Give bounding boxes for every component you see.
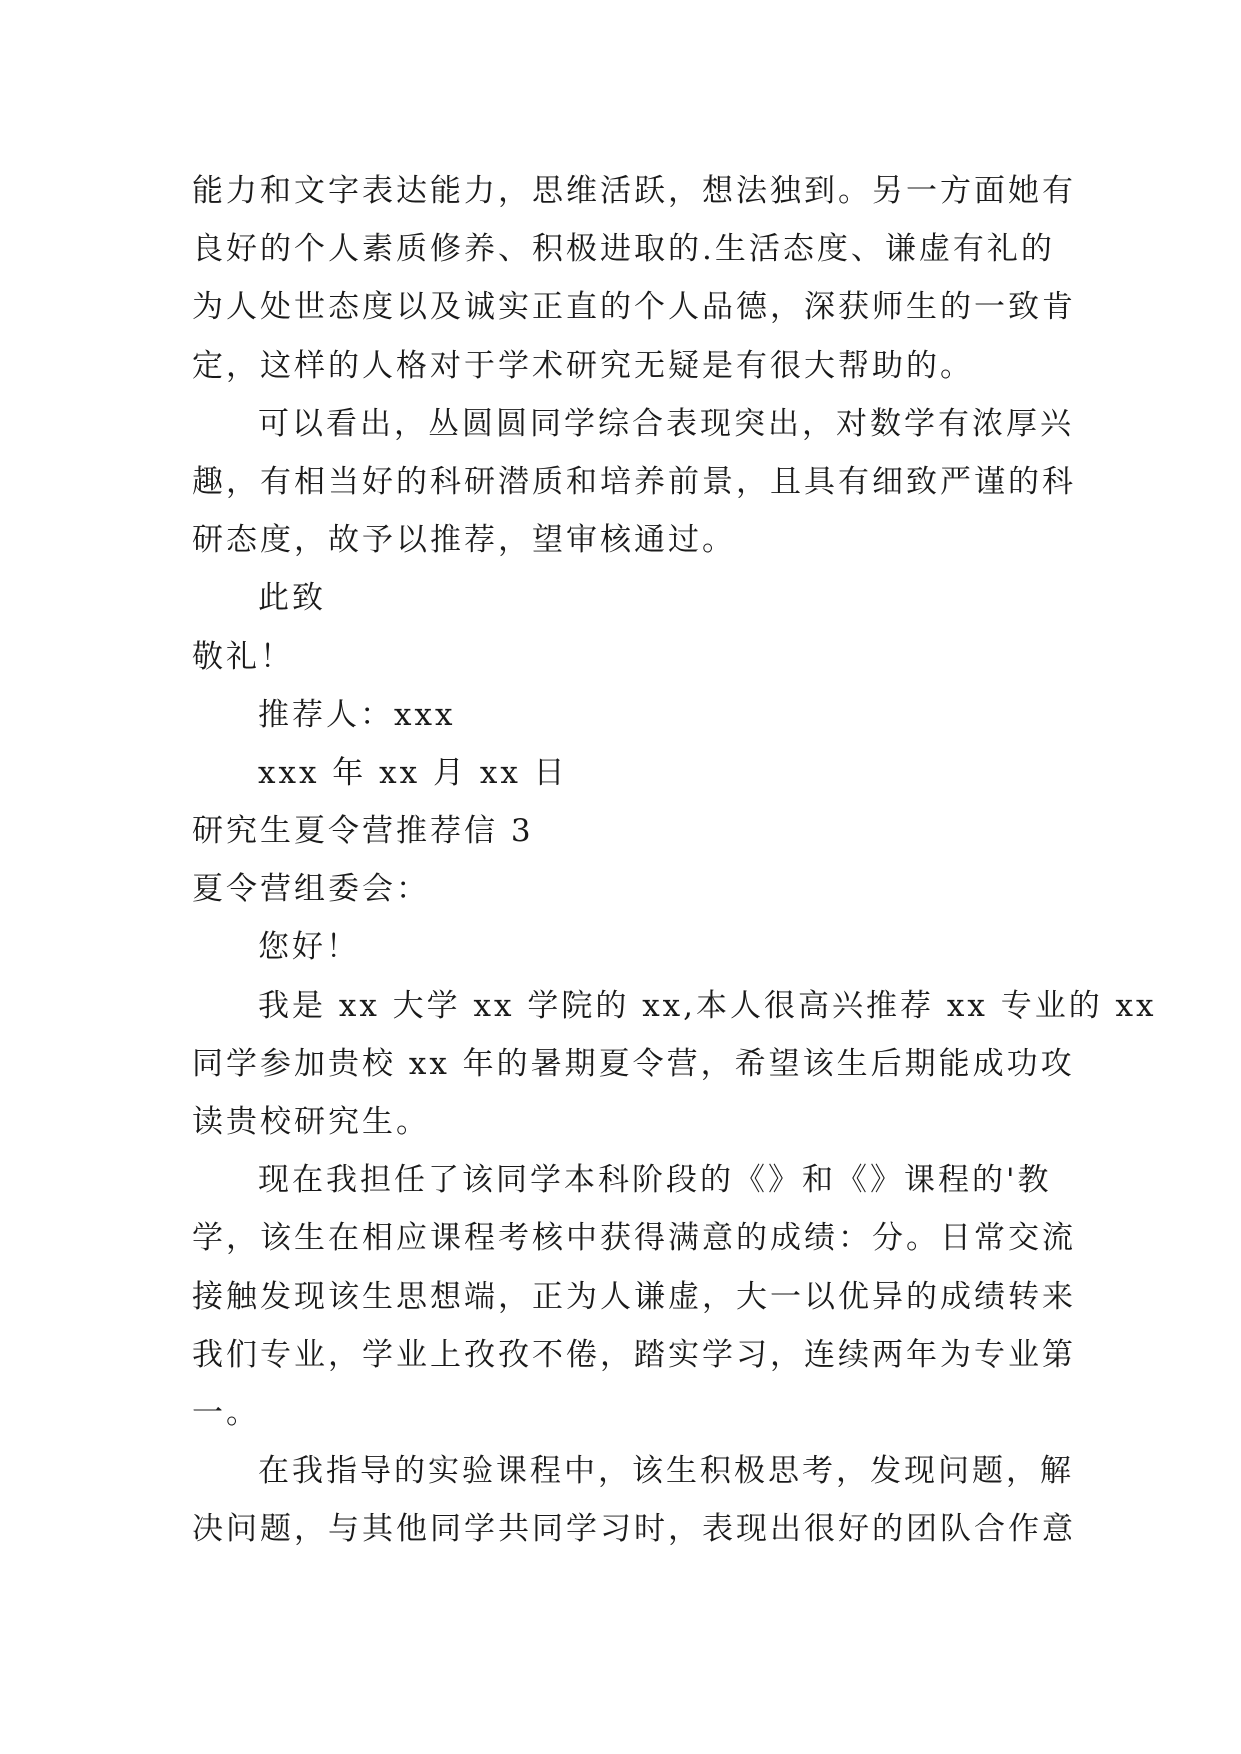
date-line: xxx 年 xx 月 xx 日 <box>258 754 568 791</box>
letter-addressee: 夏令营组委会： <box>192 871 430 908</box>
recommender-line: 推荐人：xxx <box>258 696 456 733</box>
text-line: 可以看出，丛圆圆同学综合表现突出，对数学有浓厚兴 <box>258 405 1074 442</box>
text-line: 为人处世态度以及诚实正直的个人品德，深获师生的一致肯 <box>192 289 1076 326</box>
text-line: 现在我担任了该同学本科阶段的《》和《》课程的'教 <box>258 1162 1052 1199</box>
letter-title: 研究生夏令营推荐信 3 <box>192 813 534 850</box>
closing-regards: 敬礼！ <box>192 638 294 675</box>
text-line: 学，该生在相应课程考核中获得满意的成绩：分。日常交流 <box>192 1220 1076 1257</box>
text-line: 一。 <box>192 1394 260 1431</box>
letter-body <box>192 162 1157 1559</box>
text-line: 在我指导的实验课程中，该生积极思考，发现问题，解 <box>258 1453 1074 1490</box>
text-line: 定，这样的人格对于学术研究无疑是有很大帮助的。 <box>192 347 974 384</box>
text-line: 研态度，故予以推荐，望审核通过。 <box>192 522 736 559</box>
text-line: 我是 xx 大学 xx 学院的 xx,本人很高兴推荐 xx 专业的 xx <box>258 987 1157 1024</box>
greeting: 您好！ <box>258 929 360 966</box>
paragraph-courses <box>192 1151 1076 1442</box>
text-line: 能力和文字表达能力，思维活跃，想法独到。另一方面她有 <box>192 173 1076 209</box>
text-line: 我们专业，学业上孜孜不倦，踏实学习，连续两年为专业第 <box>192 1336 1076 1373</box>
text-line: 接触发现该生思想端，正为人谦虚，大一以优异的成绩转来 <box>192 1278 1076 1315</box>
paragraph-experiment <box>192 1442 1076 1558</box>
text-line: 良好的个人素质修养、积极进取的.生活态度、谦虚有礼的 <box>192 231 1055 268</box>
paragraph-ability <box>192 162 1076 395</box>
paragraph-introduction <box>192 977 1157 1152</box>
paragraph-conclusion <box>192 395 1076 570</box>
text-line: 读贵校研究生。 <box>192 1104 430 1140</box>
text-line: 趣，有相当好的科研潜质和培养前景，且具有细致严谨的科 <box>192 463 1076 500</box>
text-line: 决问题，与其他同学共同学习时，表现出很好的团队合作意 <box>192 1511 1076 1548</box>
text-line: 同学参加贵校 xx 年的暑期夏令营，希望该生后期能成功攻 <box>192 1045 1075 1082</box>
closing-salutation: 此致 <box>258 580 326 617</box>
